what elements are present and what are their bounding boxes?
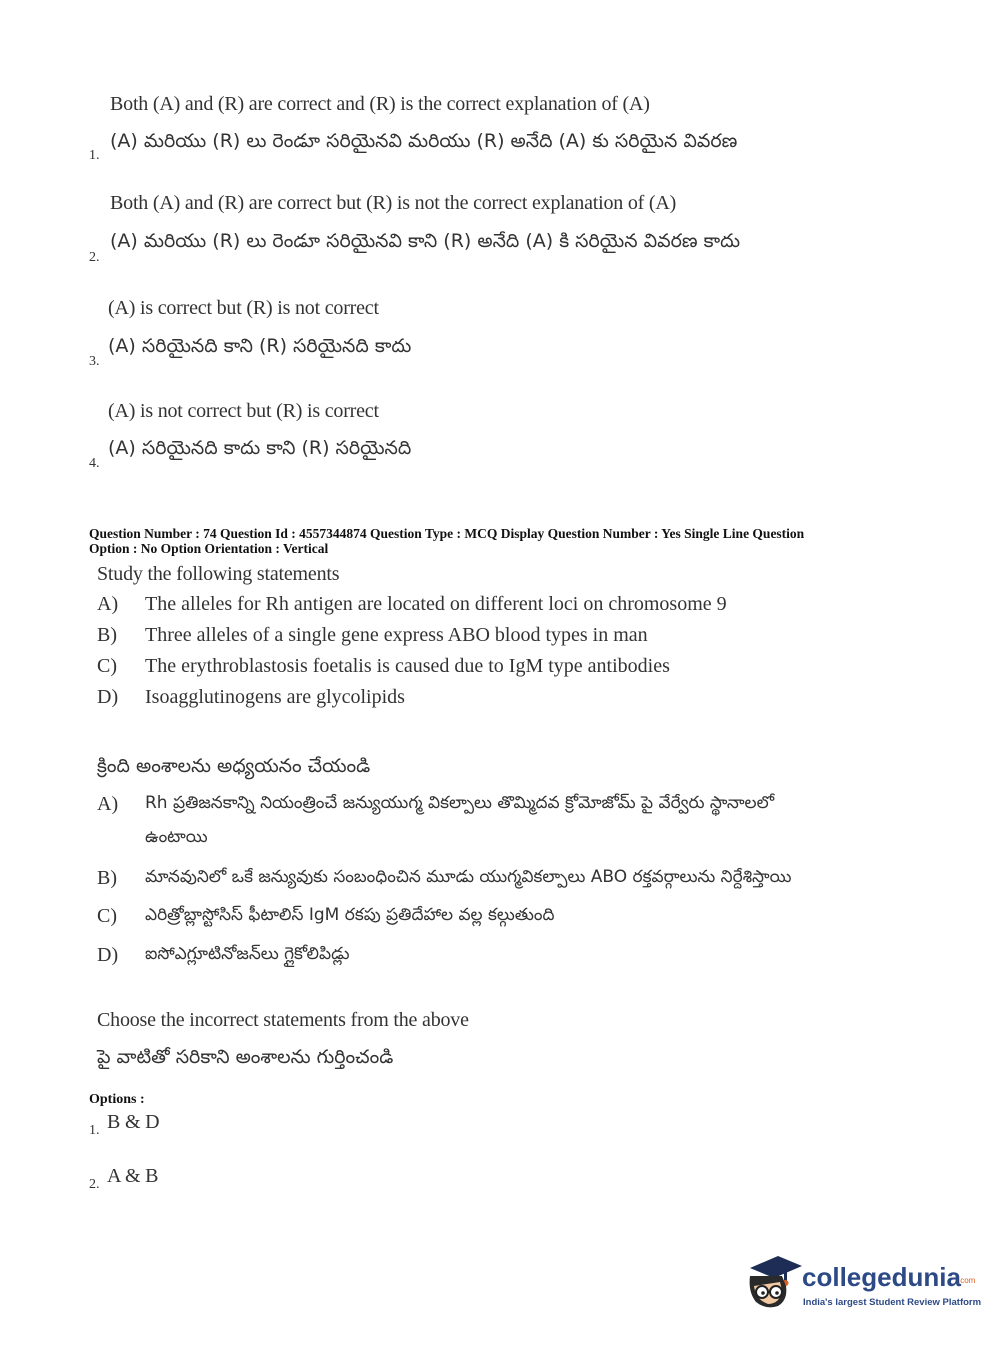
- option-number: 1.: [89, 1123, 100, 1138]
- choose-prompt-english: Choose the incorrect statements from the above: [97, 1009, 469, 1031]
- statement-label: A): [97, 793, 119, 815]
- statement-label: D): [97, 686, 119, 708]
- logo-name: collegedunia: [802, 1262, 961, 1292]
- statement-text-continued: ఉంటాయి: [145, 827, 208, 847]
- statement-text: మానవునిలో ఒకే జన్యువుకు సంబంధించిన మూడు యుగ్మవికల్పాలు ABO రక్తవర్గాలును నిర్దేశిస్తాయి: [145, 867, 792, 887]
- logo-domain: .com: [958, 1276, 976, 1285]
- question-intro-telugu: క్రింది అంశాలను అధ్యయనం చేయండి: [97, 755, 371, 777]
- logo-tagline: India's largest Student Review Platform: [803, 1297, 982, 1308]
- prev-option-3-number: 3.: [89, 354, 100, 369]
- statement-label: B): [97, 867, 117, 889]
- statement-text: The alleles for Rh antigen are located on different loci on chromosome 9: [145, 593, 727, 615]
- statement-text: Isoagglutinogens are glycolipids: [145, 686, 405, 708]
- prev-option-4-telugu: (A) సరియైనది కాదు కాని (R) సరియైనది: [108, 437, 412, 459]
- collegedunia-logo[interactable]: [742, 1250, 982, 1320]
- prev-option-4-english: (A) is not correct but (R) is correct: [108, 400, 379, 422]
- prev-option-3-english: (A) is correct but (R) is not correct: [108, 297, 379, 319]
- statement-text: ఎరిత్రోబ్లాస్టోసిస్ ఫీటాలిస్ IgM రకపు ప్రతిదేహాల వల్ల కల్గుతుంది: [145, 905, 555, 925]
- prev-option-1-number: 1.: [89, 148, 100, 163]
- choose-prompt-telugu: పై వాటితో సరికాని అంశాలను గుర్తించండి: [97, 1046, 394, 1068]
- question-intro-english: Study the following statements: [97, 563, 340, 585]
- options-label: Options :: [89, 1092, 145, 1107]
- question-meta-line2: Option : No Option Orientation : Vertical: [89, 541, 329, 556]
- prev-option-4-number: 4.: [89, 456, 100, 471]
- statement-text: ఐసోఎగ్లూటినోజన్‌లు గ్లైకోలిపిడ్లు: [145, 944, 350, 964]
- prev-option-2-telugu: (A) మరియు (R) లు రెండూ సరియైనవి కాని (R) అనేది (A) కి సరియైన వివరణ కాదు: [110, 230, 741, 252]
- option-text[interactable]: B & D: [107, 1111, 160, 1133]
- prev-option-3-telugu: (A) సరియైనది కాని (R) సరియైనది కాదు: [108, 335, 412, 357]
- mascot-icon: [742, 1250, 802, 1312]
- option-text[interactable]: A & B: [107, 1165, 159, 1187]
- statement-text: Three alleles of a single gene express ABO blood types in man: [145, 624, 648, 646]
- statement-text: Rh ప్రతిజనకాన్ని నియంత్రించే జన్యుయుగ్మ వికల్పాలు తొమ్మిదవ క్రోమోజోమ్ పై వేర్వేరు స్థానాలలో: [145, 793, 775, 813]
- statement-label: D): [97, 944, 119, 966]
- statement-label: A): [97, 593, 119, 615]
- prev-option-1-english: Both (A) and (R) are correct and (R) is the correct explanation of (A): [110, 93, 650, 115]
- prev-option-2-english: Both (A) and (R) are correct but (R) is not the correct explanation of (A): [110, 192, 677, 214]
- statement-label: B): [97, 624, 117, 646]
- question-meta-line1: Question Number : 74 Question Id : 4557344874 Question Type : MCQ Display Question Number : Yes Single Line Question: [89, 526, 805, 541]
- prev-option-1-telugu: (A) మరియు (R) లు రెండూ సరియైనవి మరియు (R) అనేది (A) కు సరియైన వివరణ: [110, 130, 738, 152]
- prev-option-2-number: 2.: [89, 250, 100, 265]
- statement-text: The erythroblastosis foetalis is caused due to IgM type antibodies: [145, 655, 670, 677]
- option-number: 2.: [89, 1177, 100, 1192]
- statement-label: C): [97, 655, 117, 677]
- statement-label: C): [97, 905, 117, 927]
